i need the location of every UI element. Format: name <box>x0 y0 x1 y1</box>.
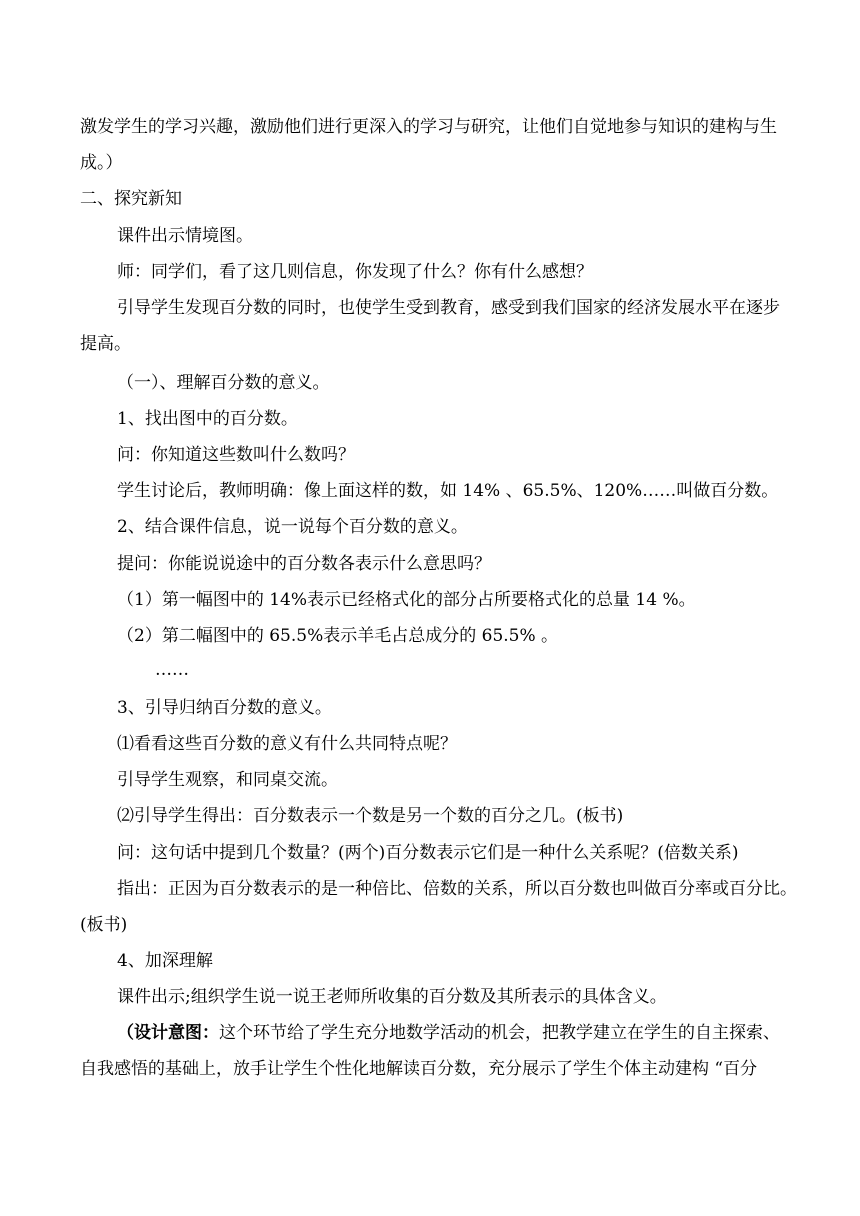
paragraph-line: 提高。 <box>80 334 131 354</box>
section-heading: 二、探究新知 <box>80 189 182 209</box>
paragraph-line: 指出：正因为百分数表示的是一种倍比、倍数的关系，所以百分数也叫做百分率或百分比。 <box>117 879 797 899</box>
paragraph-line: ⑴看看这些百分数的意义有什么共同特点呢？ <box>117 734 457 754</box>
paragraph-line: 提问：你能说说途中的百分数各表示什么意思吗？ <box>117 554 491 574</box>
ellipsis-line: …… <box>155 660 189 680</box>
paragraph-line: 激发学生的学习兴趣，激励他们进行更深入的学习与研究，让他们自觉地参与知识的建构与生 <box>80 117 777 137</box>
paragraph-line: 自我感悟的基础上，放手让学生个性化地解读百分数，充分展示了学生个体主动建构 “百分 <box>80 1059 758 1079</box>
paragraph-line: 问：你知道这些数叫什么数吗？ <box>117 445 355 465</box>
paragraph-line: 3、引导归纳百分数的意义。 <box>117 698 332 718</box>
design-intent-label: （设计意图： <box>117 1023 219 1043</box>
subsection-heading: （一）、理解百分数的意义。 <box>117 373 330 393</box>
paragraph-line: ⑵引导学生得出：百分数表示一个数是另一个数的百分之几。(板书) <box>117 806 624 826</box>
paragraph-line: 课件出示情境图。 <box>117 226 253 246</box>
paragraph-line: 1、找出图中的百分数。 <box>117 409 298 429</box>
paragraph-line: 2、结合课件信息，说一说每个百分数的意义。 <box>117 517 468 537</box>
paragraph-line: 问：这句话中提到几个数量？(两个)百分数表示它们是一种什么关系呢？(倍数关系) <box>117 843 739 863</box>
paragraph-line: 4、加深理解 <box>117 951 213 971</box>
paragraph-line: （2）第二幅图中的 65.5%表示羊毛占总成分的 65.5% 。 <box>117 626 559 646</box>
paragraph-line: 学生讨论后，教师明确：像上面这样的数，如 14% 、65.5%、120%……叫做百分数。 <box>117 481 779 501</box>
design-intent-text: 这个环节给了学生充分地数学活动的机会，把教学建立在学生的自主探索、 <box>219 1023 780 1043</box>
paragraph-line: 成。） <box>80 153 123 173</box>
paragraph-line: 课件出示;组织学生说一说王老师所收集的百分数及其所表示的具体含义。 <box>117 987 667 1007</box>
paragraph-line: 引导学生观察，和同桌交流。 <box>117 770 338 790</box>
paragraph-line: 师：同学们，看了这几则信息，你发现了什么？你有什么感想？ <box>117 262 593 282</box>
paragraph-line: （1）第一幅图中的 14%表示已经格式化的部分占所要格式化的总量 14 %。 <box>117 590 696 610</box>
paragraph-line: (板书) <box>80 915 128 935</box>
design-intent-line <box>117 1023 780 1043</box>
paragraph-line: 引导学生发现百分数的同时，也使学生受到教育，感受到我们国家的经济发展水平在逐步 <box>117 298 780 318</box>
